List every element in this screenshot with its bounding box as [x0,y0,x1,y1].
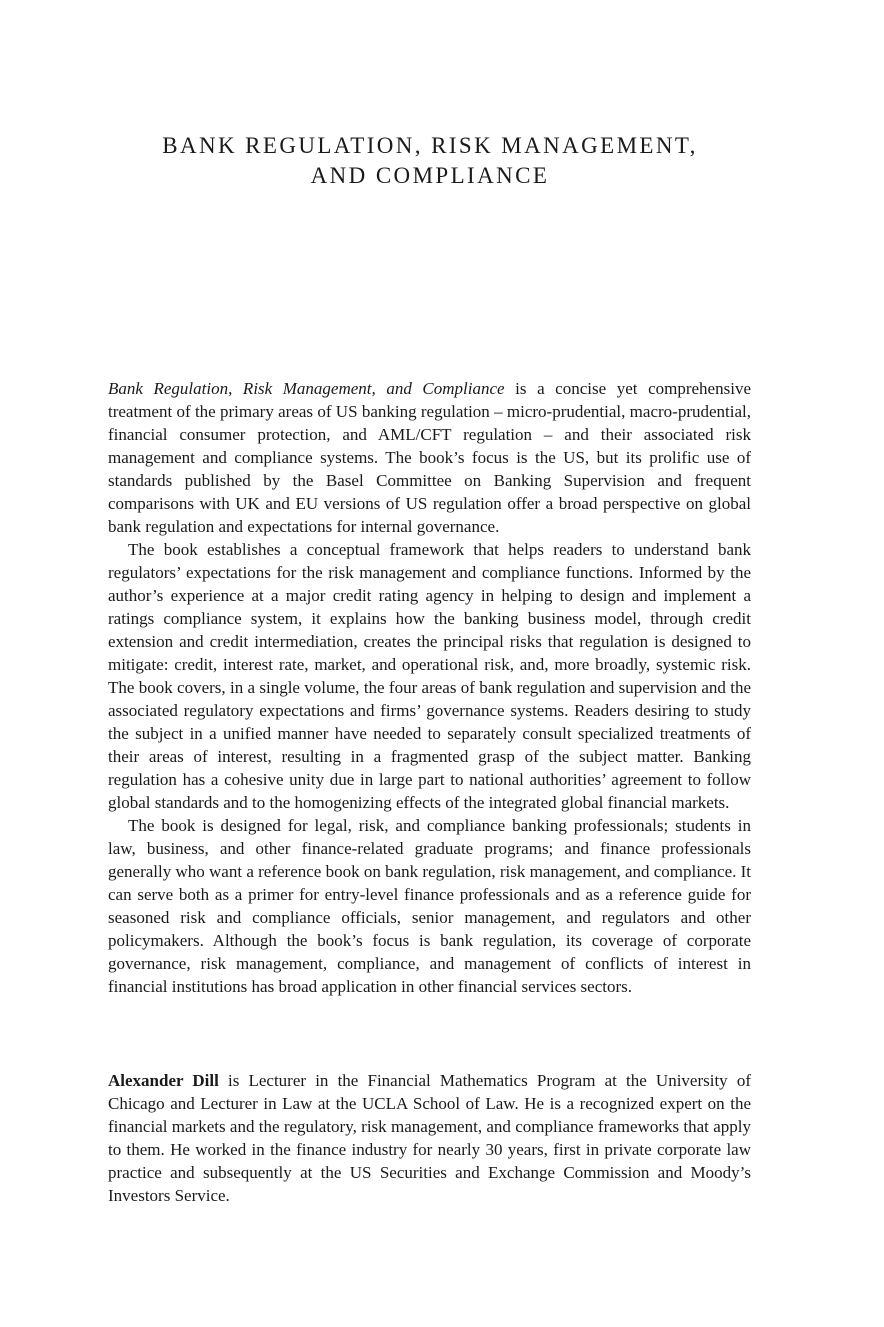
title-line-2: AND COMPLIANCE [310,163,550,188]
description-paragraph-3: The book is designed for legal, risk, and compliance banking professionals; students in law, business, and other finance-related graduate programs; and finance professionals generally who want a reference book on bank regulation, risk management, and compliance. It can serve both as a primer for entry-level finance professionals and as a reference guide for seasoned risk and compliance officials, senior management, and regulators and other policymakers. Although the book’s focus is bank regulation, its coverage of corporate governance, risk management, compliance, and management of conflicts of interest in financial institutions has broad application in other financial services sectors. [108,816,751,996]
description-paragraph-1-text: is a concise yet comprehensive treatment of the primary areas of US banking regulation – micro-prudential, macro-prudential, financial consumer protection, and AML/CFT regulation – and their associated risk management and compliance systems. The book’s focus is the US, but its prolific use of standards published by the Basel Committee on Banking Supervision and frequent comparisons with UK and EU versions of US regulation offer a broad perspective on global bank regulation and expectations for internal governance. [108,379,751,536]
book-title-italic: Bank Regulation, Risk Management, and Compliance [108,379,505,398]
author-bio [108,1069,751,1207]
description-paragraph-2: The book establishes a conceptual framework that helps readers to understand bank regulators’ expectations for the risk management and compliance functions. Informed by the author’s experience at a major credit rating agency in helping to design and implement a ratings compliance system, it explains how the banking business model, through credit extension and credit intermediation, creates the principal risks that regulation is designed to mitigate: credit, interest rate, market, and operational risk, and, more broadly, systemic risk. The book covers, in a single volume, the four areas of bank regulation and supervision and the associated regulatory expectations and firms’ governance systems. Readers desiring to study the subject in a unified manner have needed to separately consult specialized treatments of their areas of interest, resulting in a fragmented grasp of the subject matter. Banking regulation has a cohesive unity due in large part to national authorities’ agreement to follow global standards and to the homogenizing effects of the integrated global financial markets. [108,540,751,812]
description-paragraph-1 [108,377,751,538]
book-description [108,377,751,998]
author-bio-text: is Lecturer in the Financial Mathematics Program at the University of Chicago and Lecturer in Law at the UCLA School of Law. He is a recognized expert on the financial markets and the regulatory, risk management, and compliance frameworks that apply to them. He worked in the finance industry for nearly 30 years, first in private corporate law practice and subsequently at the US Securities and Exchange Commission and Moody’s Investors Service. [108,1071,751,1205]
title-line-1: BANK REGULATION, RISK MANAGEMENT, [162,133,698,158]
author-name: Alexander Dill [108,1071,219,1090]
page-title [108,131,752,191]
